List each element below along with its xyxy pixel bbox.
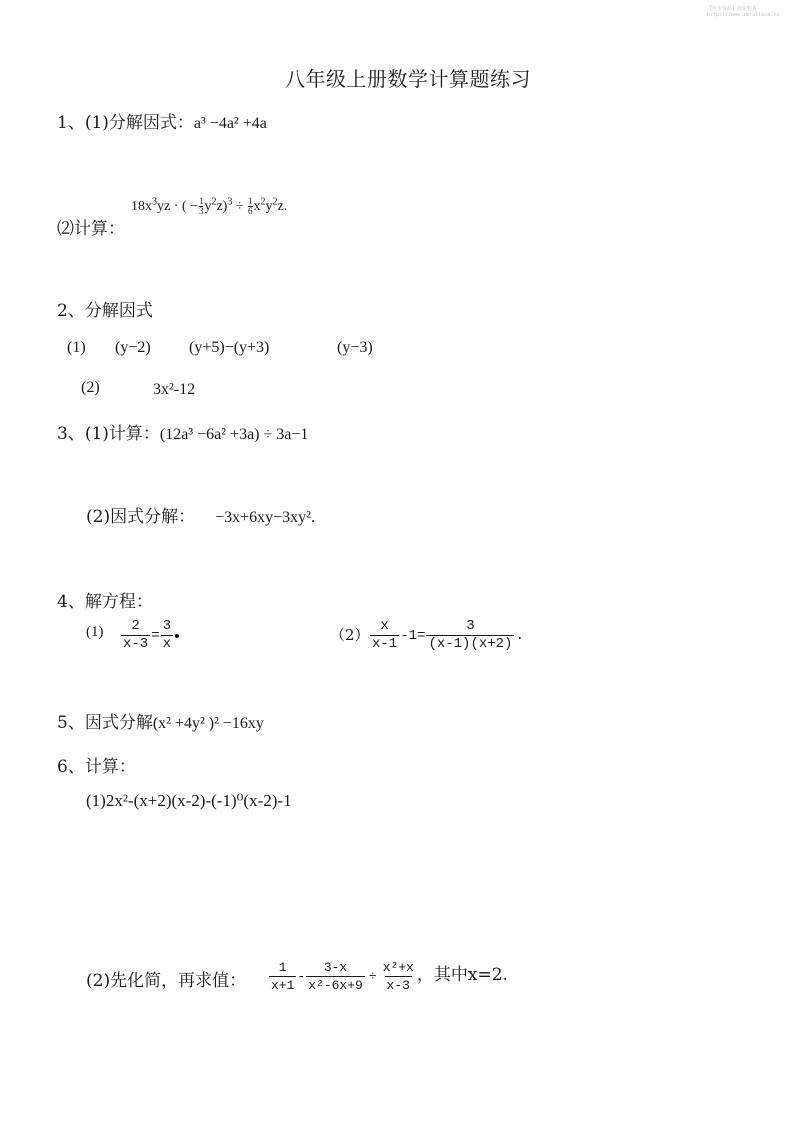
fraction-rhs: $\frac{3}{x}$ xyxy=(162,618,172,652)
question-5-expression: (x² +4y² )² −16xy xyxy=(152,715,264,732)
fraction-2: $\frac{3-x}{\text{x²-6x+9}}$ xyxy=(308,960,363,993)
question-1-part-1 xyxy=(57,108,267,133)
fraction-lhs: $\frac{2}{x-3}$ xyxy=(123,618,149,652)
question-2-part-2-expression: 3x²-12 xyxy=(153,381,196,398)
question-6-part-1-expression: (1)2x²-(x+2)(x-2)-(-1)⁰(x-2)-1 xyxy=(86,791,292,810)
question-3-expression: (12a³ −6a² +3a) ÷ 3a−1 xyxy=(159,426,309,443)
question-6-label: 6、计算： xyxy=(57,757,136,777)
question-6-part-2-label: (2)先化简，再求值： xyxy=(86,971,247,991)
watermark xyxy=(707,6,779,18)
question-1-expression: a³ −4a² +4a xyxy=(193,115,267,132)
question-3-part-2-expression: −3x+6xy−3xy². xyxy=(215,509,315,526)
question-3-part-1 xyxy=(57,419,308,444)
question-4-part-1-label: (1) xyxy=(86,624,104,640)
question-3-label: 3、(1)计算： xyxy=(57,424,160,444)
watermark-line-2: https://www.zmtaltaoa.xs xyxy=(707,12,780,18)
question-4-label: 4、解方程： xyxy=(57,592,153,612)
fraction-one-sixth: $\frac{1}{6}$ xyxy=(248,196,253,216)
condition-text: ，其中x=2. xyxy=(416,964,508,985)
question-4-part-1-equation xyxy=(120,618,179,653)
question-1-part-2-label: ⑵计算： xyxy=(57,219,125,239)
minus-one-equals: -1= xyxy=(400,628,426,645)
question-2-term-3: (y−3) xyxy=(337,339,373,356)
question-1-label: 1、(1)分解因式： xyxy=(57,113,194,133)
question-5-label: 5、因式分解 xyxy=(57,713,153,733)
fraction-rhs: $\frac{3}{(x-1)(x+2)}$ xyxy=(428,618,513,652)
equals-sign: = xyxy=(151,628,160,645)
question-1-part-2-expression xyxy=(131,197,287,216)
operator-minus: - xyxy=(297,968,306,984)
fraction-3: $\frac{\text{x²+x}}{x-3}$ xyxy=(382,960,414,993)
fraction-lhs: $\frac{x}{x-1}$ xyxy=(372,618,398,652)
operator-divide: ÷ xyxy=(368,968,377,984)
bullet-dot xyxy=(175,634,179,638)
question-5 xyxy=(57,708,264,733)
expr-part: $y^2z)^3$ ÷ xyxy=(204,196,248,214)
fraction-1: $\frac{1}{x+1}$ xyxy=(271,960,295,993)
page-title: 八年级上册数学计算题练习 xyxy=(285,67,531,91)
fraction-one-third: $\frac{1}{3}$ xyxy=(198,196,204,216)
question-4-part-2-label: （2） xyxy=(330,626,370,644)
question-3-part-2 xyxy=(86,502,315,527)
question-2-term-2: (y+5)−(y+3) xyxy=(189,339,270,356)
question-2-part-2-label: (2) xyxy=(81,379,100,396)
question-4-part-2-equation xyxy=(369,618,524,653)
question-2-part-1-label: (1) xyxy=(67,339,86,356)
question-6-part-2-expression xyxy=(268,959,508,994)
question-2-label: 2、分解因式 xyxy=(57,301,153,321)
question-2-term-1: (y−2) xyxy=(115,339,151,356)
question-3-part-2-label: (2)因式分解： xyxy=(86,507,196,527)
period: . xyxy=(515,628,524,645)
expr-part: $x^2y^2z$. xyxy=(253,196,288,214)
watermark-line-1: 【淘步资源】搜索购售 xyxy=(707,6,758,12)
expr-part: $18x^3yz$ · ( − xyxy=(131,196,198,214)
